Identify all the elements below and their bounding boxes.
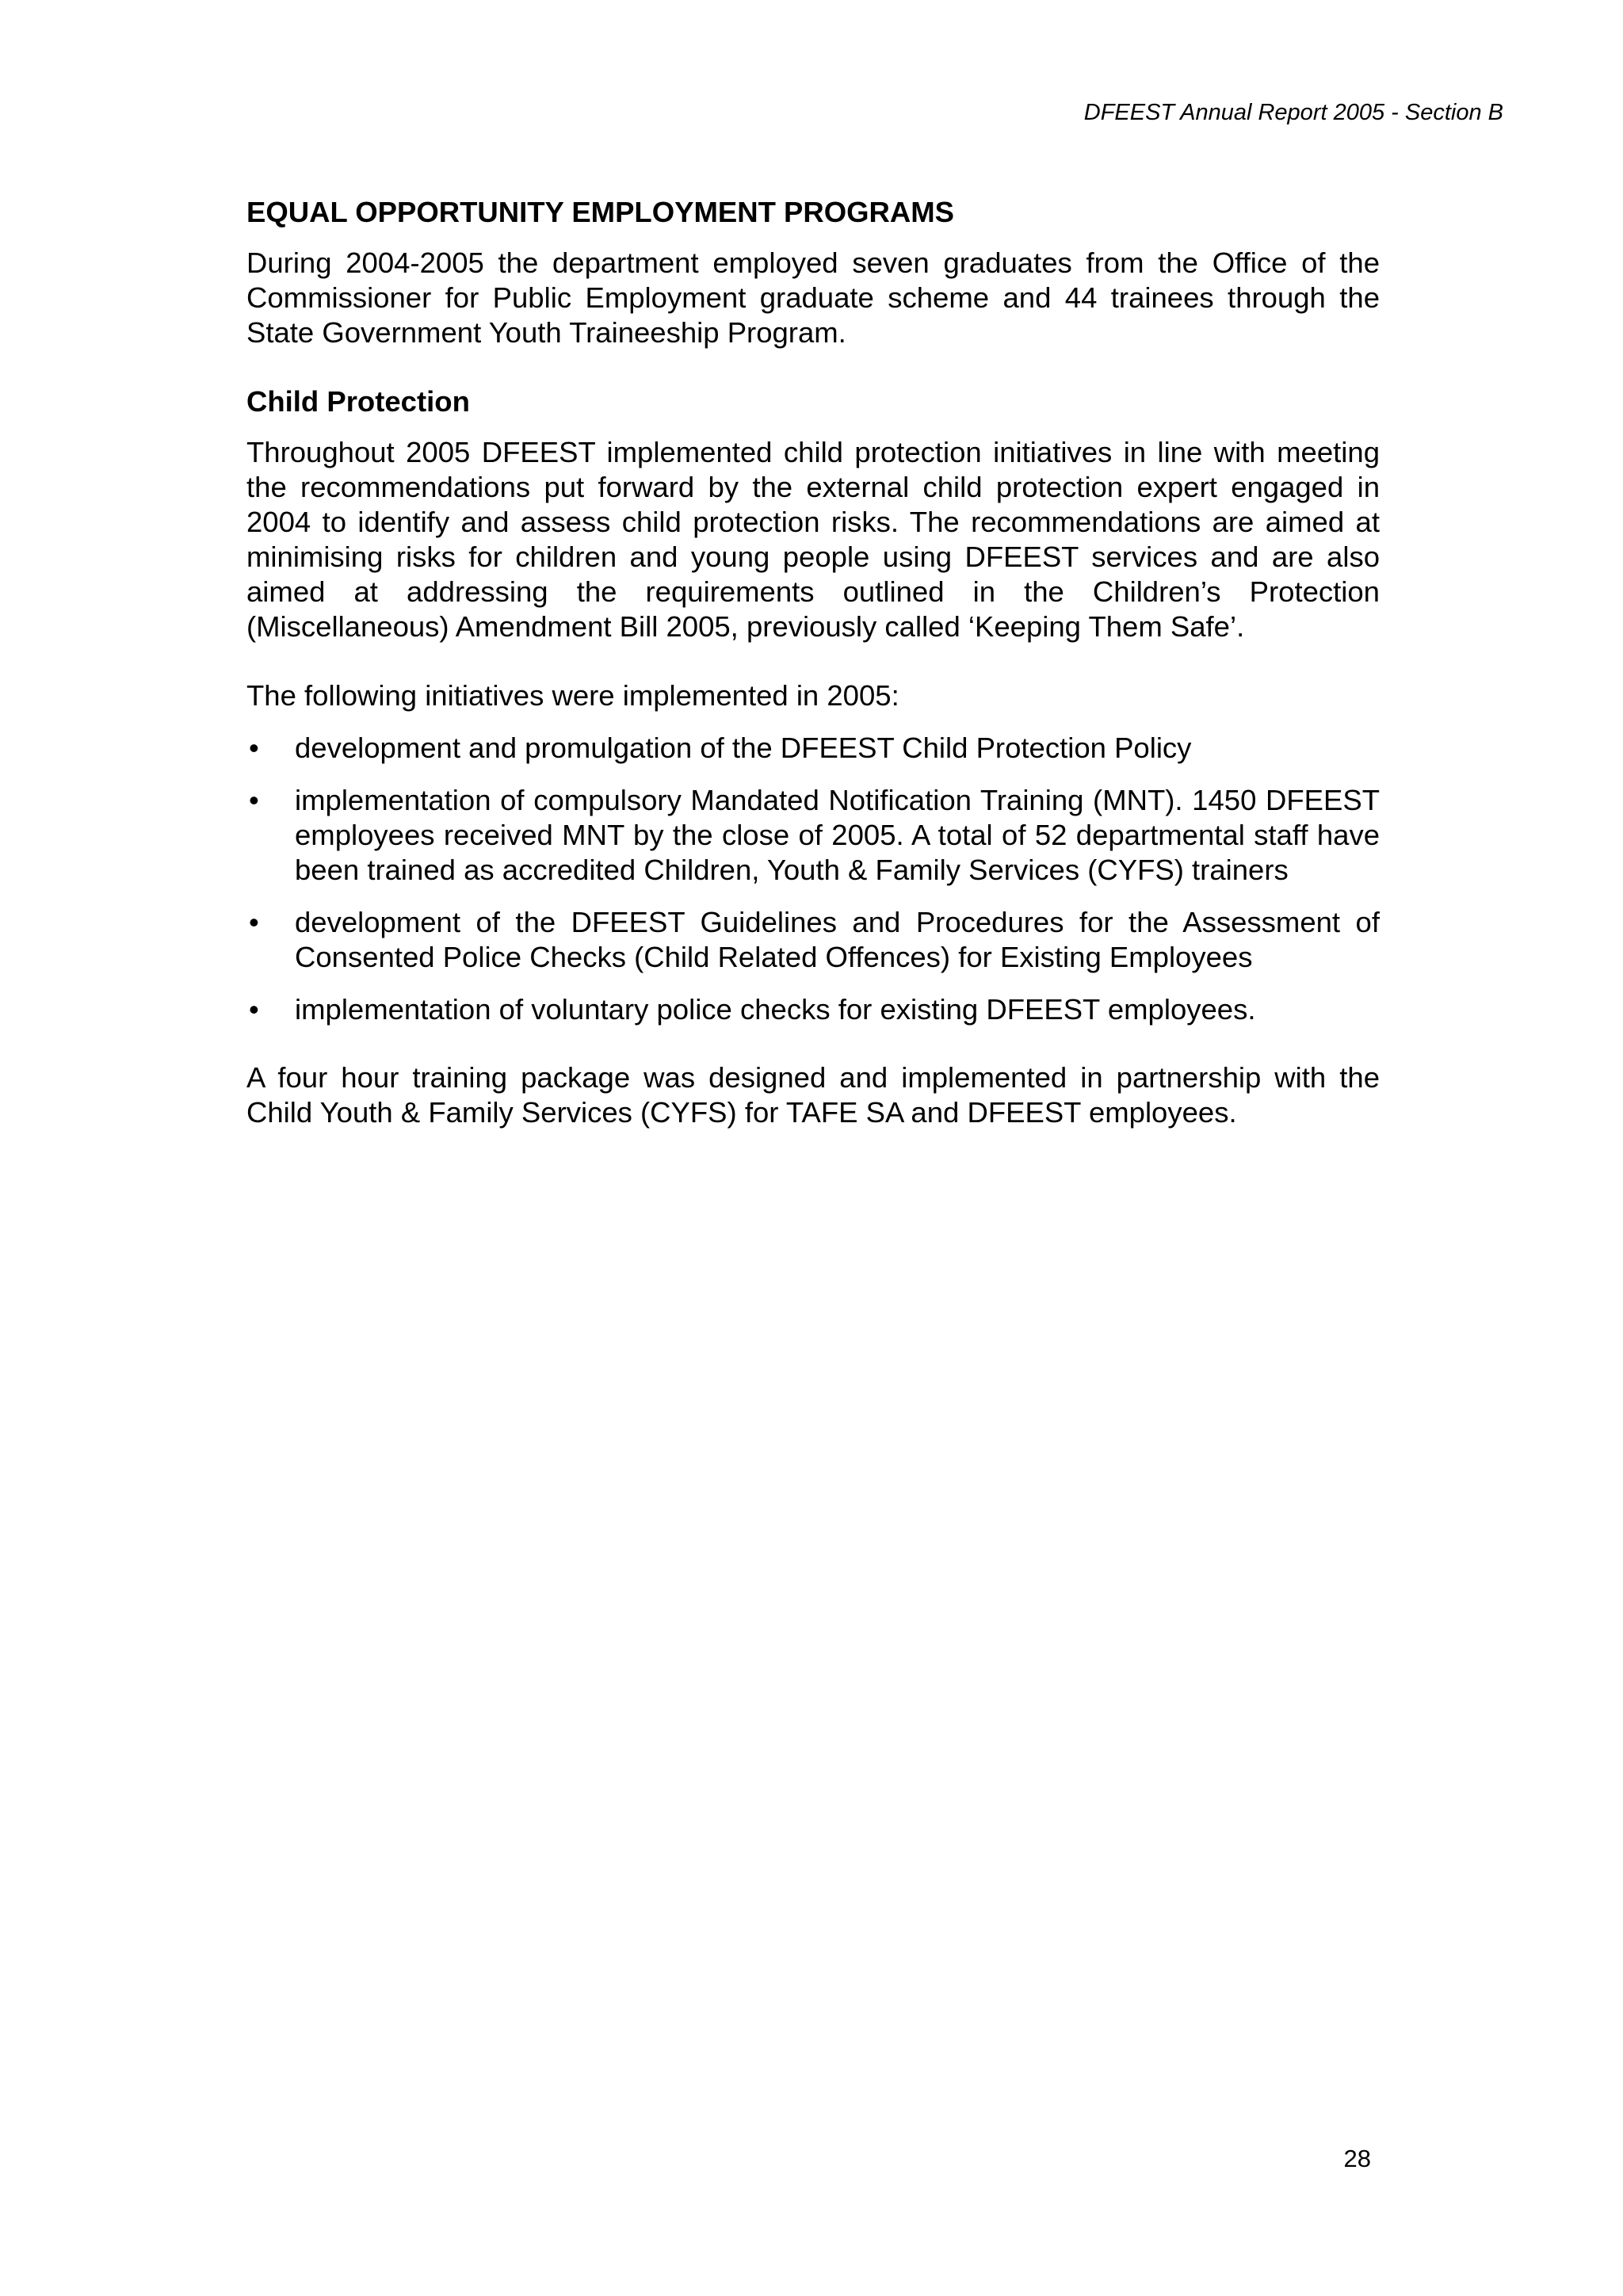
list-item-text: implementation of voluntary police checks for existing DFEEST employees. — [295, 993, 1256, 1026]
closing-paragraph: A four hour training package was designed and implemented in partnership with the Child Youth & Family Services (CYFS) for TAFE SA and DFEEST employees. — [246, 1061, 1380, 1129]
page-number: 28 — [1343, 2145, 1371, 2172]
bullet-icon: • — [249, 993, 259, 1026]
list-item-text: development and promulgation of the DFEEST Child Protection Policy — [295, 732, 1192, 764]
list-item-text: development of the DFEEST Guidelines and Procedures for the Assessment of Consented Police Checks (Child Related Offences) for Existing Employees — [295, 906, 1380, 973]
list-item — [246, 731, 1380, 766]
section-title: EQUAL OPPORTUNITY EMPLOYMENT PROGRAMS — [246, 196, 954, 228]
initiatives-intro: The following initiatives were implemented in 2005: — [246, 679, 899, 712]
initiatives-list — [246, 731, 1380, 1027]
bullet-icon: • — [249, 906, 259, 938]
list-item — [246, 783, 1380, 888]
child-protection-paragraph: Throughout 2005 DFEEST implemented child protection initiatives in line with meeting the recommendations put forward by the external child protection expert engaged in 2004 to identify and assess child protection risks. The recommendations are aimed at minimising risks for children and young people using DFEEST services and are also aimed at addressing the requirements outlined in the Children’s Protection (Miscellaneous) Amendment Bill 2005, previously called ‘Keeping Them Safe’. — [246, 436, 1380, 643]
bullet-icon: • — [249, 732, 259, 764]
list-item — [246, 992, 1380, 1027]
subsection-title: Child Protection — [246, 385, 470, 418]
bullet-icon: • — [249, 784, 259, 816]
list-item-text: implementation of compulsory Mandated Notification Training (MNT). 1450 DFEEST employees received MNT by the close of 2005. A total of 52 departmental staff have been trained as accredited Children, Youth & Family Services (CYFS) trainers — [295, 784, 1380, 886]
running-header: DFEEST Annual Report 2005 - Section B — [1083, 100, 1503, 125]
section-paragraph: During 2004-2005 the department employed seven graduates from the Office of the Commissioner for Public Employment graduate scheme and 44 trainees through the State Government Youth Traineeship Program. — [246, 246, 1380, 349]
document-body — [246, 195, 1380, 1164]
list-item — [246, 905, 1380, 975]
